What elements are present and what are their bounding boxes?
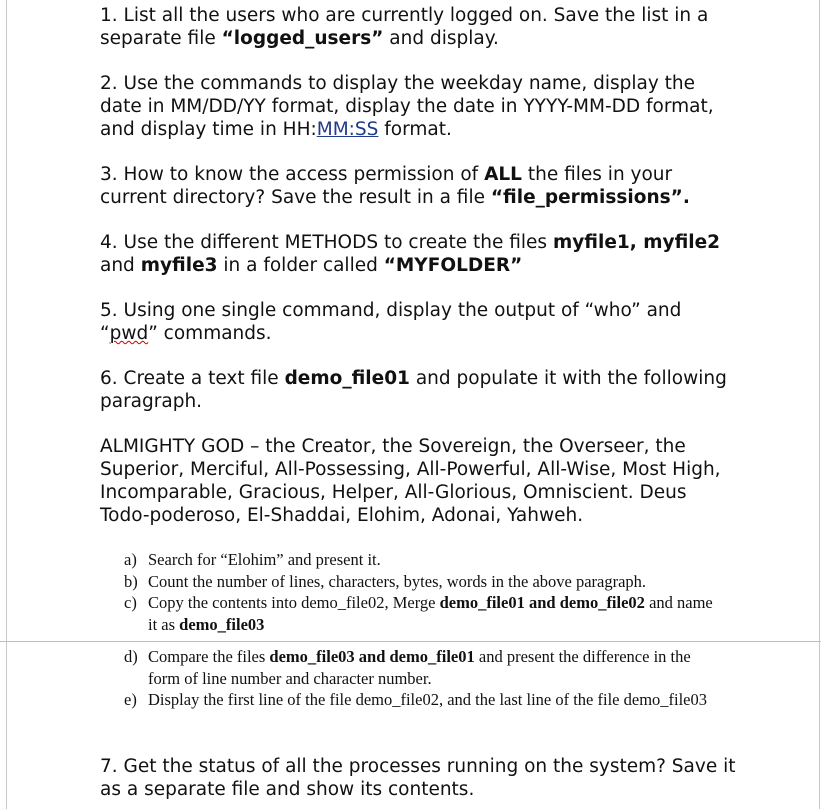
subitem-a-text: Search for “Elohim” and present it.	[148, 550, 381, 569]
question-3	[100, 163, 740, 209]
q4-text: 4. Use the different METHODS to create the files	[100, 232, 553, 253]
q3-bold-all: ALL	[484, 164, 522, 185]
q4-and: and	[100, 255, 141, 276]
q6-text-end: and populate it with the following paragraph.	[100, 368, 727, 412]
subitem-b-text: Count the number of lines, characters, bytes, words in the above paragraph.	[148, 571, 647, 591]
subitem-b-label: b)	[124, 571, 138, 591]
q3-text: 3. How to know the access permission of	[100, 164, 485, 185]
subitem-c-text: Copy the contents into demo_file02, Merge demo_file01 and demo_file02 and name it as demo_file03	[148, 593, 713, 634]
paragraph: ALMIGHTY GOD – the Creator, the Sovereign, the Overseer, the Superior, Merciful, All-Possessing, All-Powerful, All-Wise, Most High, Incomparable, Gracious, Helper, All-Glorious, Omniscient. Deus Todo-poderoso, El-Shaddai, Elohim, Adonai, Yahweh.	[100, 436, 721, 526]
q4-bold-files: myfile1, myfile2	[552, 232, 721, 253]
question-2	[100, 72, 740, 141]
subitem-c-label: c)	[124, 593, 137, 612]
q1-bold: “logged_users”	[221, 28, 384, 49]
subitem-e	[124, 689, 724, 711]
subitem-a-label: a)	[124, 550, 137, 569]
q3-text-mid: the files in your current directory? Save the result in a file	[100, 164, 673, 208]
subitem-d	[124, 646, 724, 689]
subitem-d-text: Compare the files demo_file03 and demo_file01 and present the difference in the form of line number and character number.	[148, 647, 691, 688]
q6-text: 6. Create a text file	[100, 368, 285, 389]
question-5	[100, 299, 740, 345]
q6-bold-file: demo_file01	[284, 368, 410, 389]
q4-text-mid: in a folder called	[217, 255, 384, 276]
subitem-d-label: d)	[124, 647, 138, 666]
q2-text: 2. Use the commands to display the weekday name, display the date in MM/DD/YY format, display the date in YYYY-MM-DD format, and display time in HH:	[100, 73, 714, 140]
subitem-c	[124, 592, 724, 635]
question-1	[100, 4, 740, 50]
q5-text-end: ” commands.	[148, 323, 272, 344]
q5-spellcheck-word: pwd	[109, 323, 149, 344]
page-border-left	[6, 0, 7, 809]
question-7: 7. Get the status of all the processes running on the system? Save it as a separate file and show its contents.	[100, 756, 736, 800]
q1-text: 1. List all the users who are currently logged on. Save the list in a separate file	[100, 5, 709, 49]
subitem-e-text: Display the first line of the file demo_file02, and the last line of the file demo_file03	[148, 690, 708, 709]
sublist-page2	[124, 646, 724, 711]
q3-bold-filename: “file_permissions”.	[490, 187, 690, 208]
q5-text: 5. Using one single command, display the output of “who” and “	[100, 300, 682, 344]
subitem-e-label: e)	[124, 690, 137, 709]
q4-bold-folder: “MYFOLDER”	[383, 255, 523, 276]
subitem-a	[124, 549, 724, 571]
subitem-b	[124, 571, 724, 593]
page-break-line	[0, 641, 821, 642]
page-border-right	[819, 0, 820, 809]
question-4	[100, 231, 740, 277]
document-body	[100, 4, 740, 527]
question-6	[100, 367, 740, 413]
q1-text-end: and display.	[383, 28, 499, 49]
q2-text-end: format.	[378, 119, 452, 140]
sublist-page1	[124, 549, 724, 635]
q2-time-link[interactable]: MM:SS	[316, 119, 379, 140]
q4-bold-file3: myfile3	[140, 255, 218, 276]
